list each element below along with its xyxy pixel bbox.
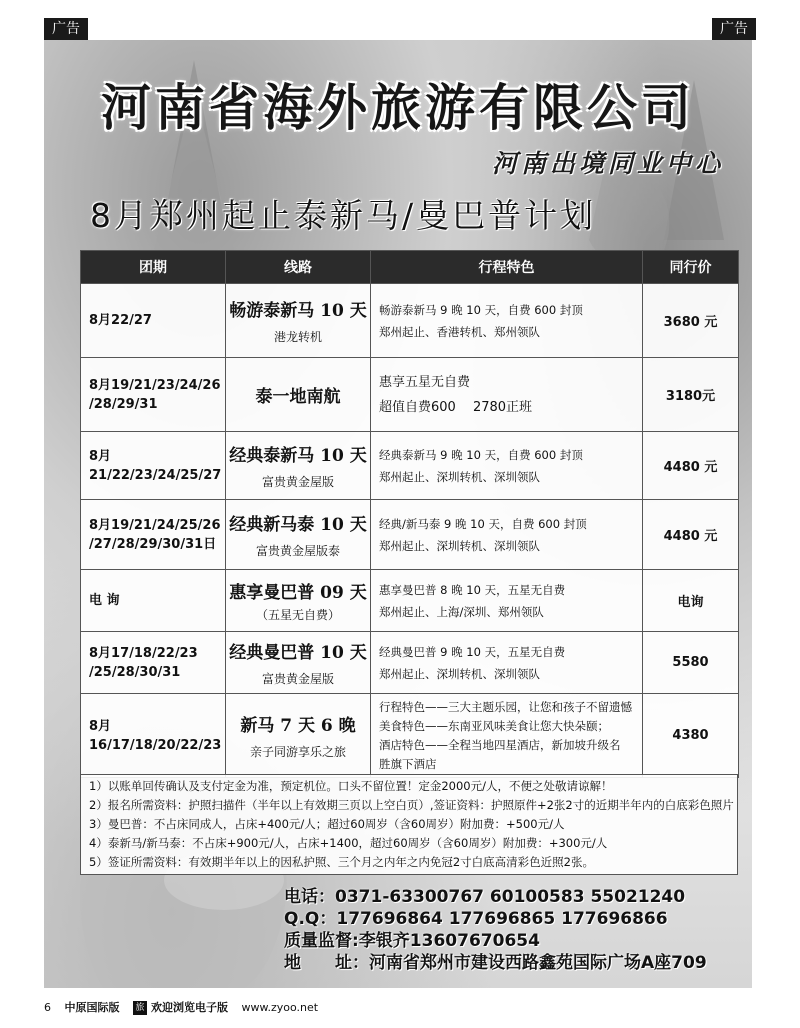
feature-line: 经典/新马泰 9 晚 10 天，自费 600 封顶: [379, 516, 587, 531]
page-footer: [44, 998, 752, 1018]
route-name: 惠享曼巴普 09 天: [229, 583, 367, 603]
row-dates: 8月22/27: [81, 284, 226, 358]
note-line: 2）报名所需资料：护照扫描件（半年以上有效期三页以上空白页）,签证资料：护照原件+2张2寸的近期半年内的白底彩色照片: [89, 798, 734, 812]
row-price: 3180元: [643, 358, 739, 432]
route-name: 经典曼巴普 10 天: [229, 643, 367, 663]
table-row: [81, 358, 739, 432]
phone-label: 电话：: [284, 887, 335, 907]
feature-line: 畅游泰新马 9 晚 10 天，自费 600 封顶: [379, 302, 583, 317]
route-name: 泰一地南航: [255, 387, 341, 407]
qq-label: Q.Q：: [284, 909, 337, 929]
route-name: 经典新马泰 10 天: [229, 515, 367, 535]
table-header-row: [81, 251, 739, 284]
route-name: 新马 7 天 6 晚: [240, 716, 356, 736]
feature-line: 经典曼巴普 9 晚 10 天，五星无自费: [379, 644, 566, 659]
route-subtitle: 富贵黄金屋版: [261, 475, 334, 489]
company-subtitle: 河南出境同业中心: [491, 149, 724, 178]
feature-line: 行程特色——三大主题乐园，让您和孩子不留遗憾: [379, 699, 632, 714]
row-route: [226, 358, 371, 432]
feature-line: 郑州起止、深圳转机、深圳领队: [379, 666, 540, 681]
route-name: 经典泰新马 10 天: [229, 446, 367, 466]
advertisement: [44, 40, 752, 988]
address-label: 地 址：: [284, 953, 369, 973]
feature-line: 美食特色——东南亚风味美食让您大快朵颐；: [379, 718, 609, 733]
header-dates: 团期: [81, 251, 226, 284]
table-row: [81, 432, 739, 500]
contact-block: [284, 886, 707, 974]
row-features: [371, 432, 643, 500]
page-number: 6: [44, 1001, 51, 1014]
supervisor-value: 李银齐13607670654: [358, 931, 540, 951]
supervisor-row: [284, 930, 707, 952]
row-route: [226, 500, 371, 570]
route-subtitle: 富贵黄金屋版: [261, 672, 334, 686]
slogan: 欢迎浏览电子版: [151, 1001, 228, 1014]
feature-line: 郑州起止、香港转机、郑州领队: [379, 324, 540, 339]
row-price: 4480 元: [643, 432, 739, 500]
address-row: [284, 952, 707, 974]
route-name: 畅游泰新马 10 天: [229, 301, 367, 321]
feature-line: 经典泰新马 9 晚 10 天，自费 600 封顶: [379, 447, 583, 462]
row-features: [371, 358, 643, 432]
row-price: 3680 元: [643, 284, 739, 358]
note-line: 5）签证所需资料：有效期半年以上的因私护照、三个月之内年之内免冠2寸白底高清彩色近照2张。: [89, 855, 594, 869]
qq-row: [284, 908, 707, 930]
route-subtitle: 亲子同游享乐之旅: [249, 745, 346, 759]
feature-line: 酒店特色——全程当地四星酒店，新加坡升级名: [379, 737, 621, 752]
note-line: 1）以账单回传确认及支付定金为准，预定机位。口头不留位置！定金2000元/人，不便之处敬请谅解！: [89, 779, 613, 793]
row-dates: 8月19/21/23/24/26 /28/29/31: [81, 358, 226, 432]
table-row: [81, 632, 739, 694]
route-subtitle: 富贵黄金屋版泰: [255, 544, 340, 558]
row-price: 5580: [643, 632, 739, 694]
feature-line: 郑州起止、深圳转机、深圳领队: [379, 538, 540, 553]
feature-line: 超值自费600 2780正班: [379, 399, 533, 415]
table-row: [81, 284, 739, 358]
tour-table: [80, 250, 739, 778]
row-dates: 8月19/21/24/25/26 /27/28/29/30/31日: [81, 500, 226, 570]
qq-numbers: 177696864 177696865 177696866: [336, 909, 668, 929]
ad-tag-right: 广告: [712, 18, 756, 40]
route-subtitle: 港龙转机: [273, 330, 322, 344]
route-subtitle: （五星无自费）: [255, 608, 340, 622]
row-features: [371, 694, 643, 778]
row-dates: 8月17/18/22/23 /25/28/30/31: [81, 632, 226, 694]
row-route: [226, 694, 371, 778]
row-route: [226, 284, 371, 358]
website-url[interactable]: www.zyoo.net: [241, 1001, 319, 1014]
header-route: 线路: [226, 251, 371, 284]
row-route: [226, 432, 371, 500]
row-route: [226, 632, 371, 694]
supervisor-label: 质量监督:: [284, 931, 359, 951]
ad-tag-left: 广告: [44, 18, 88, 40]
company-name: 河南省海外旅游有限公司: [101, 78, 695, 137]
row-dates: 8月21/22/23/24/25/27: [81, 432, 226, 500]
row-price: 4380: [643, 694, 739, 778]
row-features: [371, 500, 643, 570]
header-price: 同行价: [643, 251, 739, 284]
table-row: [81, 694, 739, 778]
address-value: 河南省郑州市建设西路鑫苑国际广场A座709: [369, 953, 707, 973]
row-features: [371, 284, 643, 358]
feature-line: 胜旗下酒店: [379, 756, 437, 771]
feature-line: 郑州起止、深圳转机、深圳领队: [379, 469, 540, 484]
row-dates: 电 询: [81, 570, 226, 632]
row-features: [371, 570, 643, 632]
row-price: 电询: [643, 570, 739, 632]
row-dates: 8月16/17/18/20/22/23: [81, 694, 226, 778]
feature-line: 郑州起止、上海/深圳、郑州领队: [379, 604, 544, 619]
plan-title: 8月郑州起止泰新马/曼巴普计划: [90, 196, 597, 235]
phone-row: [284, 886, 707, 908]
row-price: 4480 元: [643, 500, 739, 570]
note-line: 3）曼巴普：不占床同成人，占床+400元/人；超过60周岁（含60周岁）附加费：+500元/人: [89, 817, 565, 831]
table-row: [81, 570, 739, 632]
note-line: 4）泰新马/新马泰：不占床+900元/人，占床+1400，超过60周岁（含60周岁）附加费：+300元/人: [89, 836, 608, 850]
feature-line: 惠享五星无自费: [379, 374, 471, 390]
section-name: 中原国际版: [64, 1001, 120, 1014]
row-features: [371, 632, 643, 694]
feature-line: 惠享曼巴普 8 晚 10 天，五星无自费: [379, 582, 566, 597]
row-route: [226, 570, 371, 632]
phone-numbers: 0371-63300767 60100583 55021240: [335, 887, 686, 907]
booking-notes: [80, 774, 738, 875]
table-row: [81, 500, 739, 570]
newspaper-logo-icon: 旅: [133, 1001, 147, 1015]
header-features: 行程特色: [371, 251, 643, 284]
